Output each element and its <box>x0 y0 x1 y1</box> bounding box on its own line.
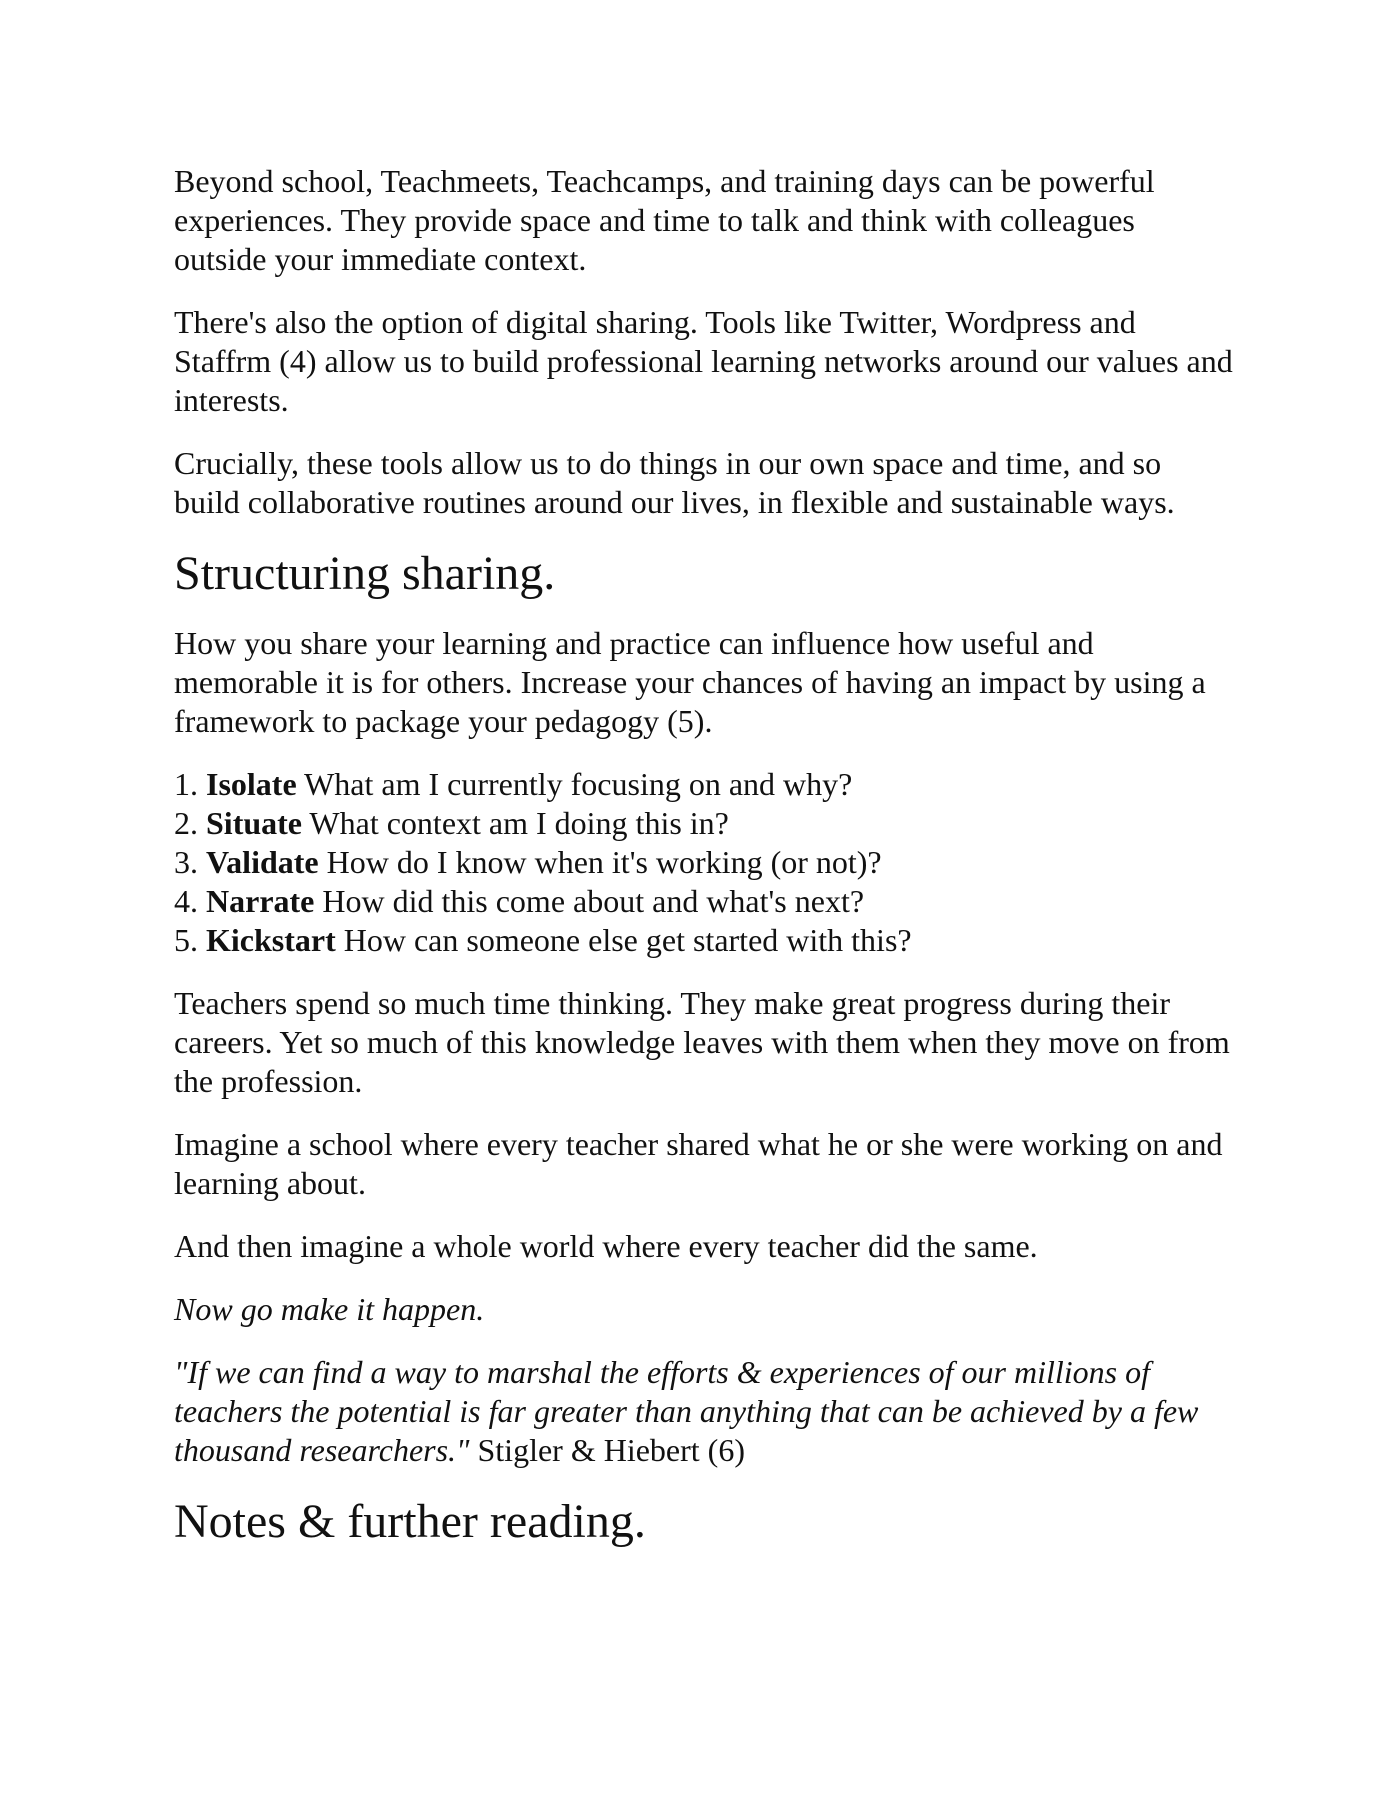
list-term: Validate <box>206 844 319 880</box>
paragraph-digital-sharing: There's also the option of digital sharing. Tools like Twitter, Wordpress and Staffrm (4) allow us to build professional learning networks around our values and interests. <box>174 304 1233 418</box>
list-question: What am I currently focusing on and why? <box>304 766 853 802</box>
list-number: 1. <box>174 766 198 802</box>
list-item <box>174 765 1234 804</box>
list-question: How did this come about and what's next? <box>322 883 865 919</box>
quote-block <box>174 1353 1234 1470</box>
call-to-action-text: Now go make it happen. <box>174 1291 485 1327</box>
framework-list <box>174 765 1234 960</box>
paragraph-framework: How you share your learning and practice can influence how useful and memorable it is for others. Increase your chances of having an impact by using a framework to package your pedagogy (5). <box>174 625 1206 739</box>
list-term: Situate <box>206 805 302 841</box>
heading-structuring-sharing: Structuring sharing. <box>174 547 556 600</box>
list-number: 4. <box>174 883 198 919</box>
list-item <box>174 882 1234 921</box>
list-term: Kickstart <box>206 922 336 958</box>
paragraph-imagine-world: And then imagine a whole world where every teacher did the same. <box>174 1228 1038 1264</box>
list-item <box>174 843 1234 882</box>
list-question: How do I know when it's working (or not)? <box>326 844 882 880</box>
list-term: Narrate <box>206 883 315 919</box>
paragraph-crucially: Crucially, these tools allow us to do things in our own space and time, and so build collaborative routines around our lives, in flexible and sustainable ways. <box>174 445 1175 520</box>
quote-attribution: Stigler & Hiebert (6) <box>477 1432 745 1468</box>
list-question: How can someone else get started with this? <box>343 922 912 958</box>
paragraph-teachers-thinking: Teachers spend so much time thinking. They make great progress during their careers. Yet so much of this knowledge leaves with them when they move on from the profession. <box>174 985 1230 1099</box>
list-number: 5. <box>174 922 198 958</box>
list-item <box>174 804 1234 843</box>
heading-notes-further-reading: Notes & further reading. <box>174 1495 646 1548</box>
list-question: What context am I doing this in? <box>309 805 729 841</box>
document-page <box>174 162 1234 1550</box>
call-to-action <box>174 1290 1234 1329</box>
paragraph-imagine-school: Imagine a school where every teacher shared what he or she were working on and learning about. <box>174 1126 1223 1201</box>
paragraph-teachmeets: Beyond school, Teachmeets, Teachcamps, and training days can be powerful experiences. They provide space and time to talk and think with colleagues outside your immediate context. <box>174 163 1155 277</box>
list-term: Isolate <box>206 766 297 802</box>
quote-text: "If we can find a way to marshal the efforts & experiences of our millions of teachers the potential is far greater than anything that can be achieved by a few thousand researchers." <box>174 1354 1199 1468</box>
list-number: 2. <box>174 805 198 841</box>
list-item <box>174 921 1234 960</box>
list-number: 3. <box>174 844 198 880</box>
